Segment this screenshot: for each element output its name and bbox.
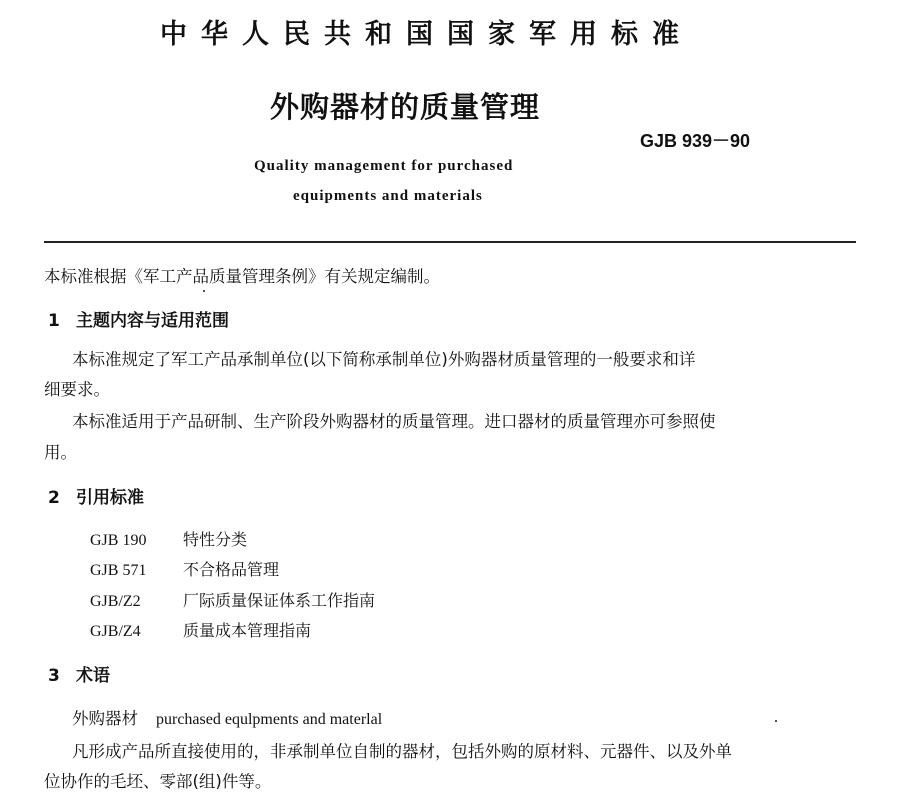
reference-name: 厂际质量保证体系工作指南 [183,591,376,610]
standard-header: 中华人民共和国国家军用标准 [160,19,693,50]
scan-speck [775,720,777,722]
section-number: 3 [48,666,60,686]
scan-speck [203,290,205,292]
document-title: 外购器材的质量管理 [270,90,541,124]
reference-item [90,588,375,611]
section-title: 引用标准 [76,488,144,508]
reference-code: GJB 190 [90,532,147,549]
section-number: 2 [48,488,60,508]
standard-code: GJB 939－90 [640,131,751,151]
reference-name: 不合格品管理 [183,560,280,579]
reference-item [90,618,311,641]
section-1-line-3: 本标准适用于产品研制、生产阶段外购器材的质量管理。进口器材的质量管理亦可参照使 [72,412,716,431]
reference-name: 质量成本管理指南 [183,621,312,640]
term-english: purchased equlpments and materlal [156,711,383,728]
english-title-line-1: Quality management for purchased [254,158,514,174]
section-3-heading [48,661,110,686]
section-title: 术语 [76,666,110,686]
section-2-heading [48,483,144,508]
english-title-line-2: equipments and materials [293,188,483,204]
section-1-line-4: 用。 [44,443,77,462]
term-chinese: 外购器材 [72,709,138,728]
term-entry [72,705,382,729]
header-divider [44,241,856,243]
section-1-heading [48,306,229,331]
reference-code: GJB 571 [90,562,147,579]
reference-name: 特性分类 [183,530,248,549]
reference-code: GJB/Z2 [90,593,141,610]
reference-item [90,557,279,580]
section-1-line-2: 细要求。 [44,380,110,399]
reference-item [90,527,247,550]
definition-line-2: 位协作的毛坯、零部(组)件等。 [44,772,272,791]
definition-line-1: 凡形成产品所直接使用的，非承制单位自制的器材，包括外购的原材料、元器件、以及外单 [72,742,732,761]
section-1-line-1: 本标准规定了军工产品承制单位(以下简称承制单位)外购器材质量管理的一般要求和详 [72,350,696,369]
preface-text: 本标准根据《军工产品质量管理条例》有关规定编制。 [44,267,440,286]
section-title: 主题内容与适用范围 [76,311,229,331]
reference-code: GJB/Z4 [90,623,141,640]
section-number: 1 [48,311,60,331]
